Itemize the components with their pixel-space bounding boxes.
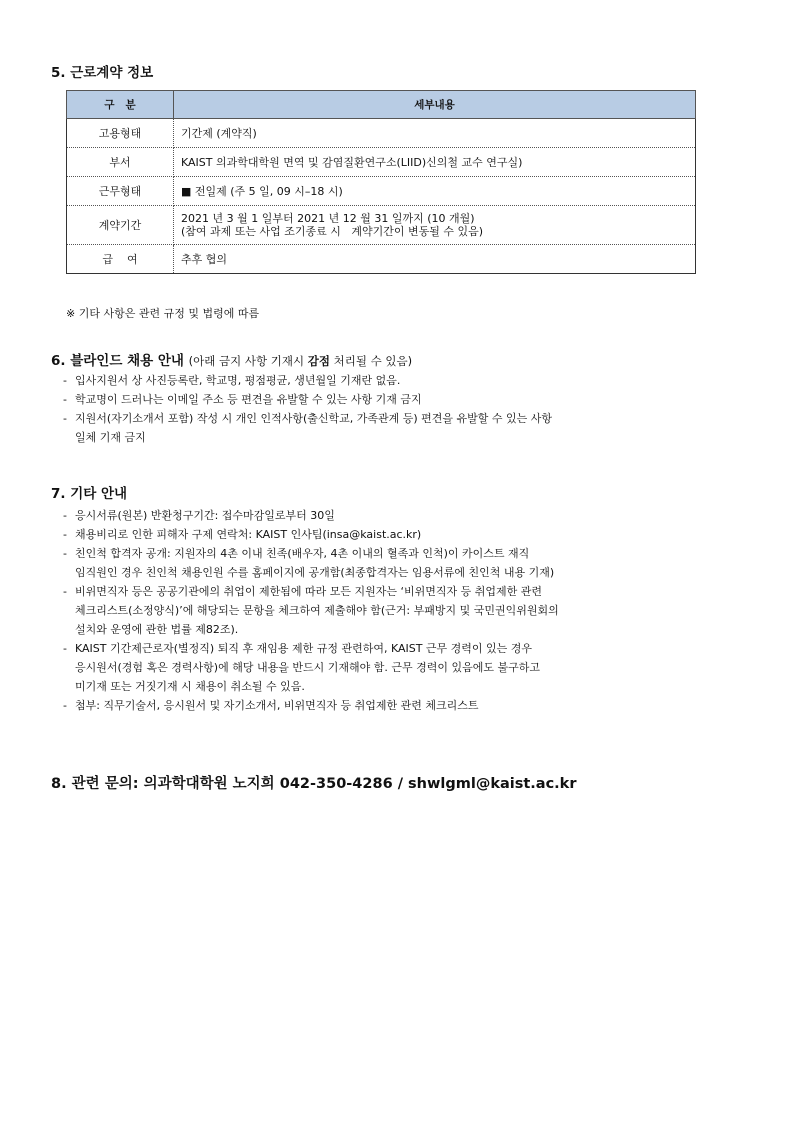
list-item-text: 입사지원서 상 사진등록란, 학교명, 평점평균, 생년월일 기재란 없음. [75,374,401,387]
blind-hiring-list [63,371,552,447]
row-key: 급 여 [67,245,174,274]
list-item-text: 채용비리로 인한 피해자 구제 연락처: KAIST 인사팀(insa@kaist.ac.kr) [75,528,422,541]
other-info-list [63,506,559,715]
list-item-text: 첨부: 직무기술서, 응시원서 및 자기소개서, 비위면직자 등 취업제한 관련 체크리스트 [75,699,479,712]
header-category: 구 분 [67,91,174,119]
table-note: ※ 기타 사항은 관련 규정 및 법령에 따름 [66,307,260,320]
list-item [63,696,559,715]
list-item [63,506,559,525]
list-item-text-cont: 응시원서(경험 혹은 경력사항)에 해당 내용을 반드시 기재해야 함. 근무 경력이 있음에도 불구하고 [75,661,540,674]
row-value: KAIST 의과학대학원 면역 및 감염질환연구소(LIID)신의철 교수 연구실) [174,148,696,177]
row-value [174,206,696,245]
section-6-title: 6. 블라인드 채용 안내 [51,353,184,369]
table-row [67,148,696,177]
list-item [63,639,559,696]
table-row [67,119,696,148]
list-item-text-cont: 체크리스트(소정양식)’에 해당되는 문항을 체크하여 제출해야 함(근거: 부패방지 및 국민권익위원회의 [75,604,559,617]
list-item [63,390,552,409]
list-item-text-cont: 미기재 또는 거짓기재 시 채용이 취소될 수 있음. [75,680,305,693]
row-key: 부서 [67,148,174,177]
subtitle-post: 처리될 수 있음) [329,354,413,368]
section-6-heading [51,349,412,369]
subtitle-pre: (아래 금지 사항 기재시 [188,354,308,368]
table-header-row [67,91,696,119]
contact-info: 8. 관련 문의: 의과학대학원 노지희 042-350-4286 / shwlgml@kaist.ac.kr [51,776,577,792]
row-key: 근무형태 [67,177,174,206]
list-item-text: 응시서류(원본) 반환청구기간: 접수마감일로부터 30일 [75,509,335,522]
list-item-text: - KAIST 기간제근로자(별정직) 퇴직 후 재임용 제한 규정 관련하여, KAIST 근무 경력이 있는 경우 [75,642,533,655]
subtitle-bold: 감점 [307,354,330,368]
list-item [63,525,559,544]
list-item-text-cont: 임직원인 경우 친인척 채용인원 수를 홈페이지에 공개함(최종합격자는 임용서류에 친인척 내용 기재) [75,566,555,579]
contract-info-table [66,90,696,274]
table-row [67,177,696,206]
list-item [63,371,552,390]
list-item-text: 학교명이 드러나는 이메일 주소 등 편견을 유발할 수 있는 사항 기재 금지 [75,393,422,406]
list-item-text: - 지원서(자기소개서 포함) 작성 시 개인 인적사항(출신학교, 가족관계 등) 편견을 유발할 수 있는 사항 [75,412,553,425]
row-key: 고용형태 [67,119,174,148]
list-item-text: - 비위면직자 등은 공공기관에의 취업이 제한됨에 따라 모든 지원자는 ‘비위면직자 등 취업제한 관련 [75,585,542,598]
header-details: 세부내용 [174,91,696,119]
table-row [67,206,696,245]
section-7-heading: 7. 기타 안내 [51,486,128,502]
row-value: 기간제 (계약직) [174,119,696,148]
row-value: 추후 협의 [174,245,696,274]
list-item-text: - 친인척 합격자 공개: 지원자의 4촌 이내 친족(배우자, 4촌 이내의 혈족과 인척)이 카이스트 재직 [75,547,530,560]
list-item-text-cont: 일체 기재 금지 [75,431,146,444]
section-6-subtitle [189,354,412,368]
list-item [63,582,559,639]
section-5-heading: 5. 근로계약 정보 [51,65,154,81]
list-item [63,409,552,447]
list-item-text-cont: 설치와 운영에 관한 법률 제82조). [75,623,239,636]
list-item [63,544,559,582]
contract-period-line: 2021 년 3 월 1 일부터 2021 년 12 월 31 일까지 (10 개월) [181,212,475,225]
table-row [67,245,696,274]
row-value: ■ 전일제 (주 5 일, 09 시–18 시) [174,177,696,206]
contract-period-note: (참여 과제 또는 사업 조기종료 시 계약기간이 변동될 수 있음) [181,225,484,238]
row-key: 계약기간 [67,206,174,245]
